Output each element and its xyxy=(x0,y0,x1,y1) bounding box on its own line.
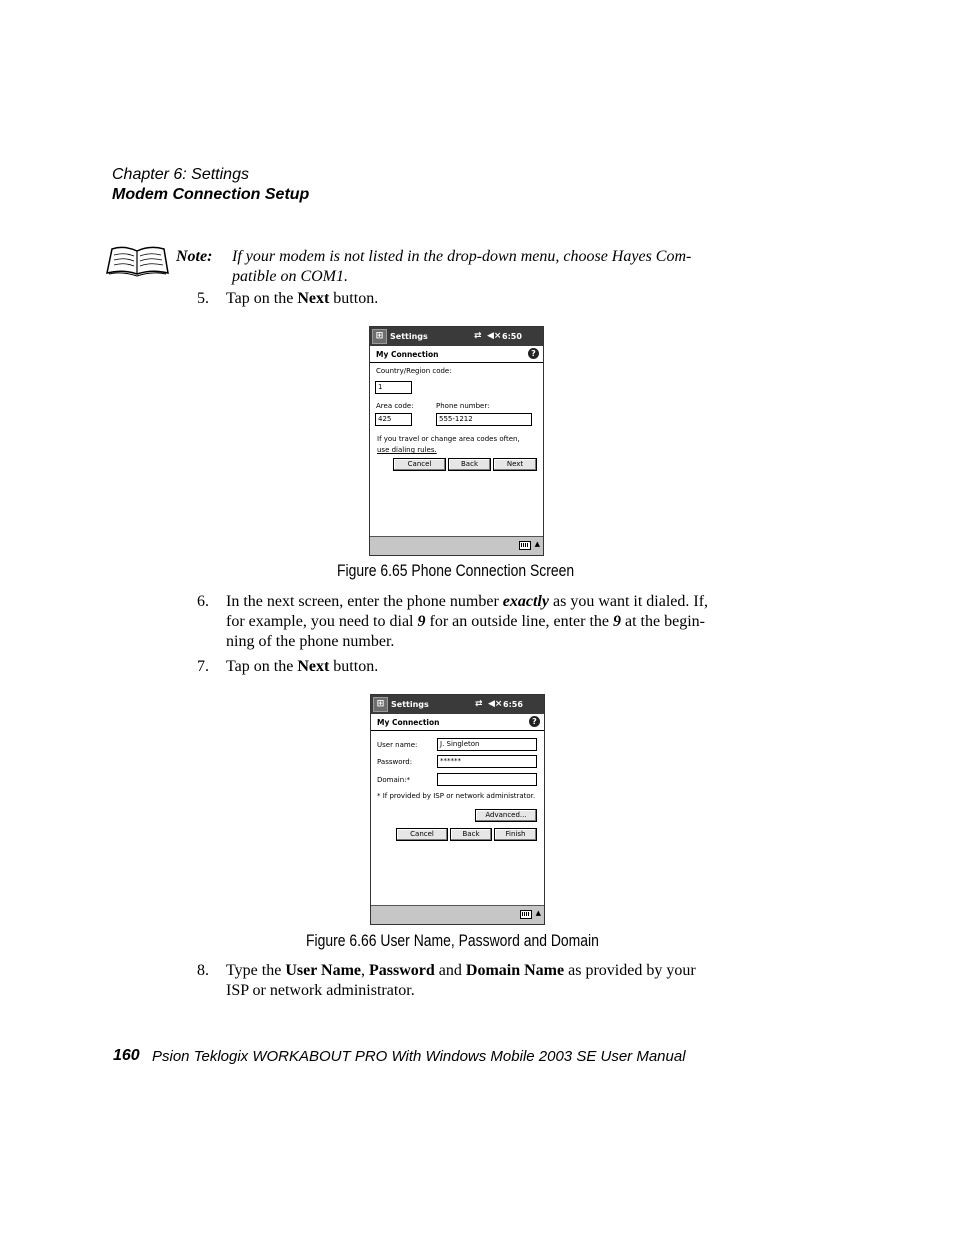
step-8-line-1: Type the User Name, Password and Domain Name as provided by your xyxy=(226,962,696,979)
step-7-text: Tap on the Next button. xyxy=(226,658,379,675)
title-bar xyxy=(370,327,543,346)
figure-6-66-caption: Figure 6.66 User Name, Password and Domain xyxy=(306,931,599,950)
keyboard-icon[interactable] xyxy=(520,910,532,919)
password-input[interactable]: ****** xyxy=(437,755,537,768)
user-name-label: User name: xyxy=(377,741,418,749)
menu-bar xyxy=(370,536,543,555)
speaker-icon[interactable]: ◀× xyxy=(487,331,502,341)
input-panel-arrow-icon[interactable]: ▲ xyxy=(534,540,540,548)
domain-input[interactable] xyxy=(437,773,537,786)
note-book-icon xyxy=(104,243,170,277)
phone-number-input[interactable]: 555-1212 xyxy=(436,413,532,426)
input-panel-arrow-icon[interactable]: ▲ xyxy=(535,909,541,917)
title-text: Settings xyxy=(390,332,428,341)
back-button[interactable]: Back xyxy=(448,458,491,471)
page-number: 160 xyxy=(113,1047,140,1064)
help-icon[interactable]: ? xyxy=(529,716,540,727)
step-6-line-2: for example, you need to dial 9 for an outside line, enter the 9 at the begin- xyxy=(226,613,705,630)
note-label: Note: xyxy=(176,248,213,265)
user-name-screen xyxy=(370,694,545,925)
start-menu-icon[interactable]: ⊞ xyxy=(373,697,388,712)
keyboard-icon[interactable] xyxy=(519,541,531,550)
user-name-input[interactable]: J. Singleton xyxy=(437,738,537,751)
next-button[interactable]: Next xyxy=(493,458,537,471)
country-code-label: Country/Region code: xyxy=(376,367,452,375)
step-6-number: 6. xyxy=(197,593,209,610)
domain-footnote: * If provided by ISP or network administrator. xyxy=(377,792,536,800)
note-line-2: patible on COM1. xyxy=(232,268,348,285)
domain-label: Domain:* xyxy=(377,776,411,784)
start-menu-icon[interactable]: ⊞ xyxy=(372,329,387,344)
help-icon[interactable]: ? xyxy=(528,348,539,359)
connectivity-icon[interactable]: ⇄ xyxy=(475,699,483,709)
connection-subheader: My Connection ? xyxy=(370,346,543,363)
clock[interactable]: 6:56 xyxy=(503,700,523,709)
step-5-text: Tap on the Next button. xyxy=(226,290,379,307)
footer-title: Psion Teklogix WORKABOUT PRO With Windows Mobile 2003 SE User Manual xyxy=(152,1048,686,1065)
advanced-button[interactable]: Advanced... xyxy=(475,809,537,822)
clock[interactable]: 6:50 xyxy=(502,332,522,341)
area-code-input[interactable]: 425 xyxy=(375,413,412,426)
back-button[interactable]: Back xyxy=(450,828,492,841)
step-8-number: 8. xyxy=(197,962,209,979)
connectivity-icon[interactable]: ⇄ xyxy=(474,331,482,341)
cancel-button[interactable]: Cancel xyxy=(393,458,446,471)
title-text: Settings xyxy=(391,700,429,709)
phone-number-label: Phone number: xyxy=(436,402,490,410)
section-header: Modem Connection Setup xyxy=(112,186,310,203)
connection-subheader: My Connection ? xyxy=(371,714,544,731)
step-6-line-1: In the next screen, enter the phone number exactly as you want it dialed. If, xyxy=(226,593,709,610)
password-label: Password: xyxy=(377,758,413,766)
menu-bar xyxy=(371,905,544,924)
step-5-number: 5. xyxy=(197,290,209,307)
title-bar xyxy=(371,695,544,714)
chapter-header: Chapter 6: Settings xyxy=(112,166,249,183)
figure-6-65-caption: Figure 6.65 Phone Connection Screen xyxy=(337,561,575,580)
dialing-info-text: If you travel or change area codes often, xyxy=(377,435,520,443)
step-7-number: 7. xyxy=(197,658,209,675)
country-code-input[interactable]: 1 xyxy=(375,381,412,394)
cancel-button[interactable]: Cancel xyxy=(396,828,448,841)
step-8-line-2: ISP or network administrator. xyxy=(226,982,415,999)
finish-button[interactable]: Finish xyxy=(494,828,537,841)
dialing-rules-link[interactable]: use dialing rules. xyxy=(377,446,437,454)
area-code-label: Area code: xyxy=(376,402,414,410)
speaker-icon[interactable]: ◀× xyxy=(488,699,503,709)
phone-connection-screen xyxy=(369,326,544,556)
note-line-1: If your modem is not listed in the drop-down menu, choose Hayes Com- xyxy=(232,248,692,265)
step-6-line-3: ning of the phone number. xyxy=(226,633,395,650)
